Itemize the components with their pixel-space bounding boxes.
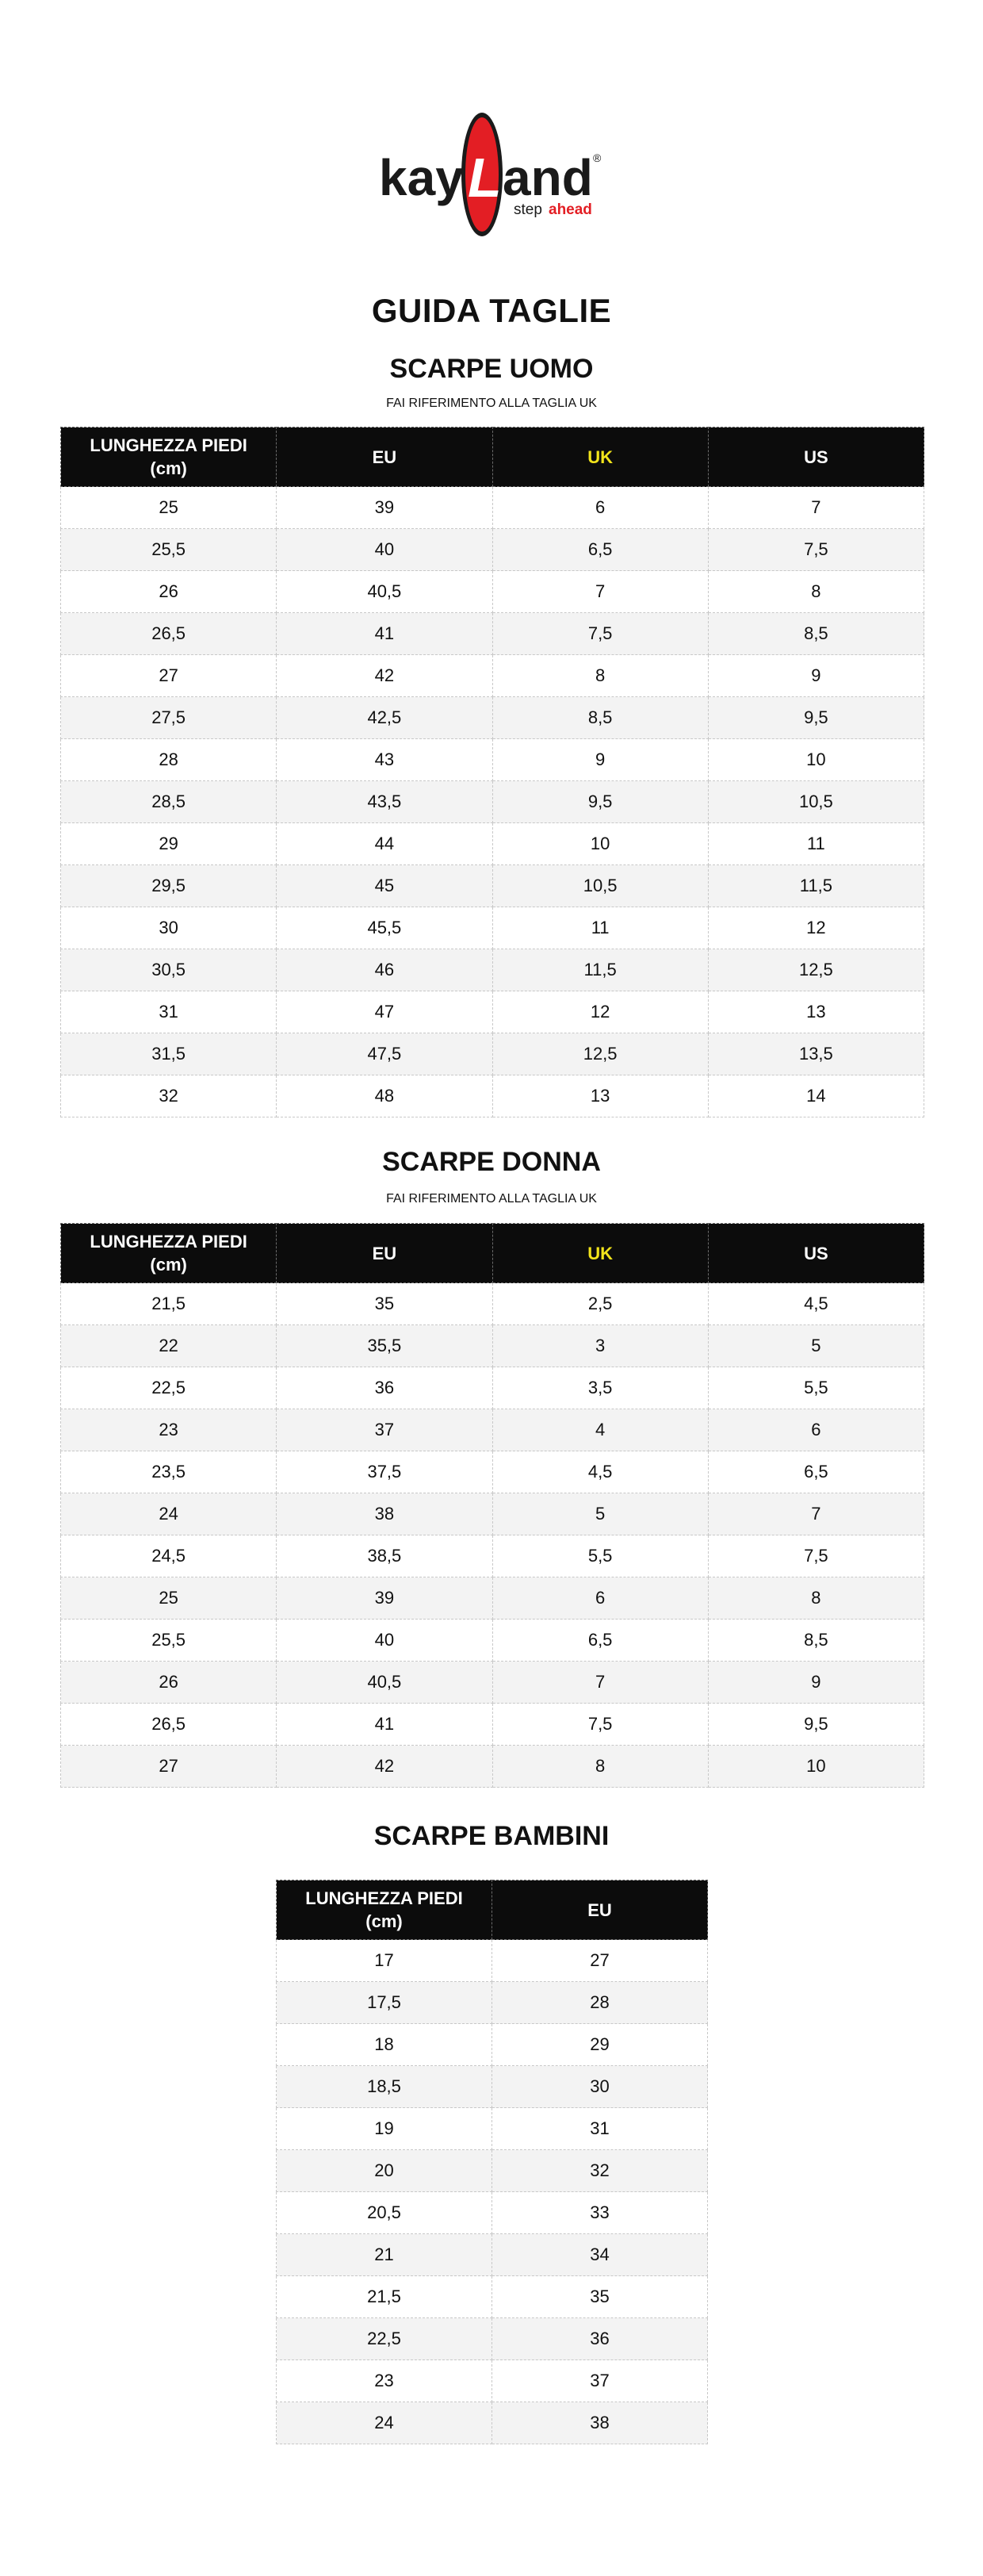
- cell-foot-length: 21,5: [277, 2276, 492, 2318]
- cell-uk: 7: [492, 1662, 708, 1704]
- cell-eu: 40: [277, 529, 492, 571]
- cell-eu: 33: [492, 2192, 708, 2234]
- cell-foot-length: 22,5: [61, 1367, 277, 1409]
- cell-uk: 9,5: [492, 781, 708, 823]
- registered-mark: ®: [593, 151, 602, 164]
- cell-eu: 37: [492, 2360, 708, 2402]
- cell-foot-length: 25: [61, 1577, 277, 1620]
- cell-uk: 11,5: [492, 949, 708, 991]
- cell-eu: 43,5: [277, 781, 492, 823]
- cell-eu: 43: [277, 739, 492, 781]
- header-us: US: [708, 427, 924, 487]
- cell-foot-length: 21,5: [61, 1283, 277, 1325]
- table-row: [61, 613, 924, 655]
- cell-foot-length: 20: [277, 2150, 492, 2192]
- cell-uk: 5: [492, 1493, 708, 1535]
- cell-us: 5,5: [708, 1367, 924, 1409]
- cell-us: 6,5: [708, 1451, 924, 1493]
- cell-uk: 6,5: [492, 1620, 708, 1662]
- cell-foot-length: 19: [277, 2108, 492, 2150]
- cell-foot-length: 22,5: [277, 2318, 492, 2360]
- header-us: US: [708, 1224, 924, 1283]
- section-title-donna: SCARPE DONNA: [382, 1147, 601, 1177]
- table-row: [61, 487, 924, 529]
- logo-tagline-ahead: ahead: [549, 201, 592, 218]
- header-foot-length: [277, 1880, 492, 1940]
- table-row: [61, 1493, 924, 1535]
- table-row: [277, 2024, 708, 2066]
- cell-us: 8: [708, 571, 924, 613]
- cell-eu: 31: [492, 2108, 708, 2150]
- cell-uk: 7,5: [492, 613, 708, 655]
- cell-foot-length: 31,5: [61, 1033, 277, 1075]
- cell-uk: 7: [492, 571, 708, 613]
- cell-uk: 3: [492, 1325, 708, 1367]
- cell-eu: 44: [277, 823, 492, 865]
- cell-uk: 8,5: [492, 697, 708, 739]
- cell-us: 9: [708, 1662, 924, 1704]
- cell-eu: 46: [277, 949, 492, 991]
- section-subtitle-donna: FAI RIFERIMENTO ALLA TAGLIA UK: [386, 1192, 597, 1206]
- cell-uk: 5,5: [492, 1535, 708, 1577]
- cell-foot-length: 26: [61, 1662, 277, 1704]
- cell-uk: 10,5: [492, 865, 708, 907]
- cell-eu: 47: [277, 991, 492, 1033]
- cell-foot-length: 32: [61, 1075, 277, 1117]
- cell-us: 7,5: [708, 529, 924, 571]
- header-foot-length-label: LUNGHEZZA PIEDI: [90, 1232, 247, 1252]
- cell-us: 9: [708, 655, 924, 697]
- cell-foot-length: 18: [277, 2024, 492, 2066]
- header-eu: EU: [492, 1880, 708, 1940]
- table-row: [61, 781, 924, 823]
- header-foot-length-label: LUNGHEZZA PIEDI: [305, 1888, 463, 1908]
- table-row: [61, 1409, 924, 1451]
- cell-foot-length: 27: [61, 1746, 277, 1788]
- cell-eu: 35: [277, 1283, 492, 1325]
- table-row: [61, 991, 924, 1033]
- cell-foot-length: 27,5: [61, 697, 277, 739]
- cell-us: 7: [708, 487, 924, 529]
- table-row: [61, 1075, 924, 1117]
- cell-uk: 8: [492, 655, 708, 697]
- cell-us: 12: [708, 907, 924, 949]
- cell-eu: 48: [277, 1075, 492, 1117]
- cell-us: 9,5: [708, 697, 924, 739]
- cell-eu: 40,5: [277, 571, 492, 613]
- cell-us: 10,5: [708, 781, 924, 823]
- logo-mark-letter: L: [468, 147, 502, 209]
- cell-us: 7,5: [708, 1535, 924, 1577]
- cell-uk: 9: [492, 739, 708, 781]
- table-row: [61, 1577, 924, 1620]
- cell-foot-length: 24: [61, 1493, 277, 1535]
- logo-word-right: and: [503, 149, 593, 206]
- cell-us: 8,5: [708, 1620, 924, 1662]
- cell-foot-length: 26,5: [61, 1704, 277, 1746]
- cell-uk: 2,5: [492, 1283, 708, 1325]
- table-row: [61, 823, 924, 865]
- cell-eu: 41: [277, 1704, 492, 1746]
- cell-foot-length: 28,5: [61, 781, 277, 823]
- cell-foot-length: 27: [61, 655, 277, 697]
- cell-us: 7: [708, 1493, 924, 1535]
- cell-foot-length: 26,5: [61, 613, 277, 655]
- header-foot-length-unit: (cm): [150, 458, 187, 478]
- table-row: [277, 2276, 708, 2318]
- cell-foot-length: 23: [61, 1409, 277, 1451]
- table-row: [277, 2150, 708, 2192]
- cell-foot-length: 20,5: [277, 2192, 492, 2234]
- table-row: [61, 907, 924, 949]
- cell-uk: 6: [492, 1577, 708, 1620]
- section-subtitle-uomo: FAI RIFERIMENTO ALLA TAGLIA UK: [386, 397, 597, 410]
- table-row: [61, 1451, 924, 1493]
- table-row: [61, 739, 924, 781]
- cell-foot-length: 23: [277, 2360, 492, 2402]
- kayland-logo: [376, 111, 607, 240]
- header-eu: EU: [277, 1224, 492, 1283]
- cell-us: 10: [708, 1746, 924, 1788]
- cell-foot-length: 31: [61, 991, 277, 1033]
- table-row: [61, 1033, 924, 1075]
- header-foot-length: [61, 427, 277, 487]
- cell-uk: 7,5: [492, 1704, 708, 1746]
- table-row: [277, 2234, 708, 2276]
- cell-uk: 4: [492, 1409, 708, 1451]
- header-uk: UK: [492, 427, 708, 487]
- table-row: [61, 655, 924, 697]
- cell-uk: 12,5: [492, 1033, 708, 1075]
- table-row: [61, 1746, 924, 1788]
- cell-us: 13: [708, 991, 924, 1033]
- cell-us: 11: [708, 823, 924, 865]
- cell-eu: 40: [277, 1620, 492, 1662]
- table-row: [277, 1982, 708, 2024]
- table-row: [277, 2192, 708, 2234]
- table-row: [277, 2402, 708, 2444]
- cell-us: 8,5: [708, 613, 924, 655]
- cell-eu: 37: [277, 1409, 492, 1451]
- cell-eu: 35,5: [277, 1325, 492, 1367]
- logo-word-left: kay: [379, 149, 464, 206]
- cell-eu: 28: [492, 1982, 708, 2024]
- cell-eu: 40,5: [277, 1662, 492, 1704]
- cell-eu: 37,5: [277, 1451, 492, 1493]
- table-row: [61, 571, 924, 613]
- table-row: [277, 2360, 708, 2402]
- cell-foot-length: 26: [61, 571, 277, 613]
- cell-us: 14: [708, 1075, 924, 1117]
- page-title: GUIDA TAGLIE: [371, 292, 612, 329]
- cell-foot-length: 30: [61, 907, 277, 949]
- cell-uk: 11: [492, 907, 708, 949]
- table-row: [61, 1283, 924, 1325]
- cell-foot-length: 29: [61, 823, 277, 865]
- cell-eu: 47,5: [277, 1033, 492, 1075]
- cell-eu: 38,5: [277, 1535, 492, 1577]
- table-row: [61, 1662, 924, 1704]
- section-title-bambini: SCARPE BAMBINI: [373, 1821, 610, 1851]
- table-row: [61, 865, 924, 907]
- cell-eu: 27: [492, 1940, 708, 1982]
- cell-eu: 38: [277, 1493, 492, 1535]
- section-title-uomo: SCARPE UOMO: [389, 354, 594, 384]
- header-foot-length-unit: (cm): [365, 1911, 403, 1931]
- cell-foot-length: 21: [277, 2234, 492, 2276]
- kayland-logo-graphic: [376, 111, 607, 240]
- cell-us: 10: [708, 739, 924, 781]
- cell-uk: 4,5: [492, 1451, 708, 1493]
- cell-uk: 10: [492, 823, 708, 865]
- table-row: [61, 1704, 924, 1746]
- cell-uk: 12: [492, 991, 708, 1033]
- cell-eu: 32: [492, 2150, 708, 2192]
- cell-uk: 6: [492, 487, 708, 529]
- cell-us: 13,5: [708, 1033, 924, 1075]
- cell-us: 9,5: [708, 1704, 924, 1746]
- table-header-row: [61, 1224, 924, 1283]
- table-row: [277, 2108, 708, 2150]
- cell-eu: 29: [492, 2024, 708, 2066]
- table-row: [61, 1620, 924, 1662]
- cell-eu: 39: [277, 1577, 492, 1620]
- cell-us: 6: [708, 1409, 924, 1451]
- cell-eu: 36: [492, 2318, 708, 2360]
- cell-us: 11,5: [708, 865, 924, 907]
- cell-foot-length: 24: [277, 2402, 492, 2444]
- table-row: [277, 2318, 708, 2360]
- cell-foot-length: 22: [61, 1325, 277, 1367]
- table-row: [61, 1367, 924, 1409]
- header-foot-length-label: LUNGHEZZA PIEDI: [90, 435, 247, 455]
- header-foot-length: [61, 1224, 277, 1283]
- cell-foot-length: 25,5: [61, 529, 277, 571]
- header-uk: UK: [492, 1224, 708, 1283]
- cell-eu: 42,5: [277, 697, 492, 739]
- cell-eu: 30: [492, 2066, 708, 2108]
- cell-eu: 45: [277, 865, 492, 907]
- size-table-donna: [60, 1223, 924, 1788]
- cell-foot-length: 18,5: [277, 2066, 492, 2108]
- cell-eu: 35: [492, 2276, 708, 2318]
- cell-eu: 34: [492, 2234, 708, 2276]
- cell-foot-length: 30,5: [61, 949, 277, 991]
- size-table-uomo: [60, 427, 924, 1117]
- header-eu: EU: [277, 427, 492, 487]
- cell-eu: 39: [277, 487, 492, 529]
- table-row: [61, 697, 924, 739]
- cell-foot-length: 29,5: [61, 865, 277, 907]
- table-row: [61, 1535, 924, 1577]
- cell-us: 5: [708, 1325, 924, 1367]
- header-foot-length-unit: (cm): [150, 1255, 187, 1275]
- cell-us: 12,5: [708, 949, 924, 991]
- cell-foot-length: 17: [277, 1940, 492, 1982]
- cell-foot-length: 17,5: [277, 1982, 492, 2024]
- cell-uk: 6,5: [492, 529, 708, 571]
- cell-uk: 8: [492, 1746, 708, 1788]
- cell-foot-length: 25,5: [61, 1620, 277, 1662]
- cell-foot-length: 25: [61, 487, 277, 529]
- cell-eu: 41: [277, 613, 492, 655]
- cell-us: 8: [708, 1577, 924, 1620]
- cell-eu: 42: [277, 655, 492, 697]
- table-header-row: [61, 427, 924, 487]
- table-row: [61, 529, 924, 571]
- size-table-bambini: [276, 1880, 708, 2444]
- table-row: [61, 1325, 924, 1367]
- logo-tagline-step: step: [514, 201, 542, 218]
- cell-us: 4,5: [708, 1283, 924, 1325]
- cell-foot-length: 23,5: [61, 1451, 277, 1493]
- cell-uk: 13: [492, 1075, 708, 1117]
- cell-eu: 38: [492, 2402, 708, 2444]
- table-row: [61, 949, 924, 991]
- table-row: [277, 1940, 708, 1982]
- cell-foot-length: 28: [61, 739, 277, 781]
- cell-eu: 45,5: [277, 907, 492, 949]
- cell-uk: 3,5: [492, 1367, 708, 1409]
- cell-foot-length: 24,5: [61, 1535, 277, 1577]
- cell-eu: 36: [277, 1367, 492, 1409]
- table-header-row: [277, 1880, 708, 1940]
- table-row: [277, 2066, 708, 2108]
- cell-eu: 42: [277, 1746, 492, 1788]
